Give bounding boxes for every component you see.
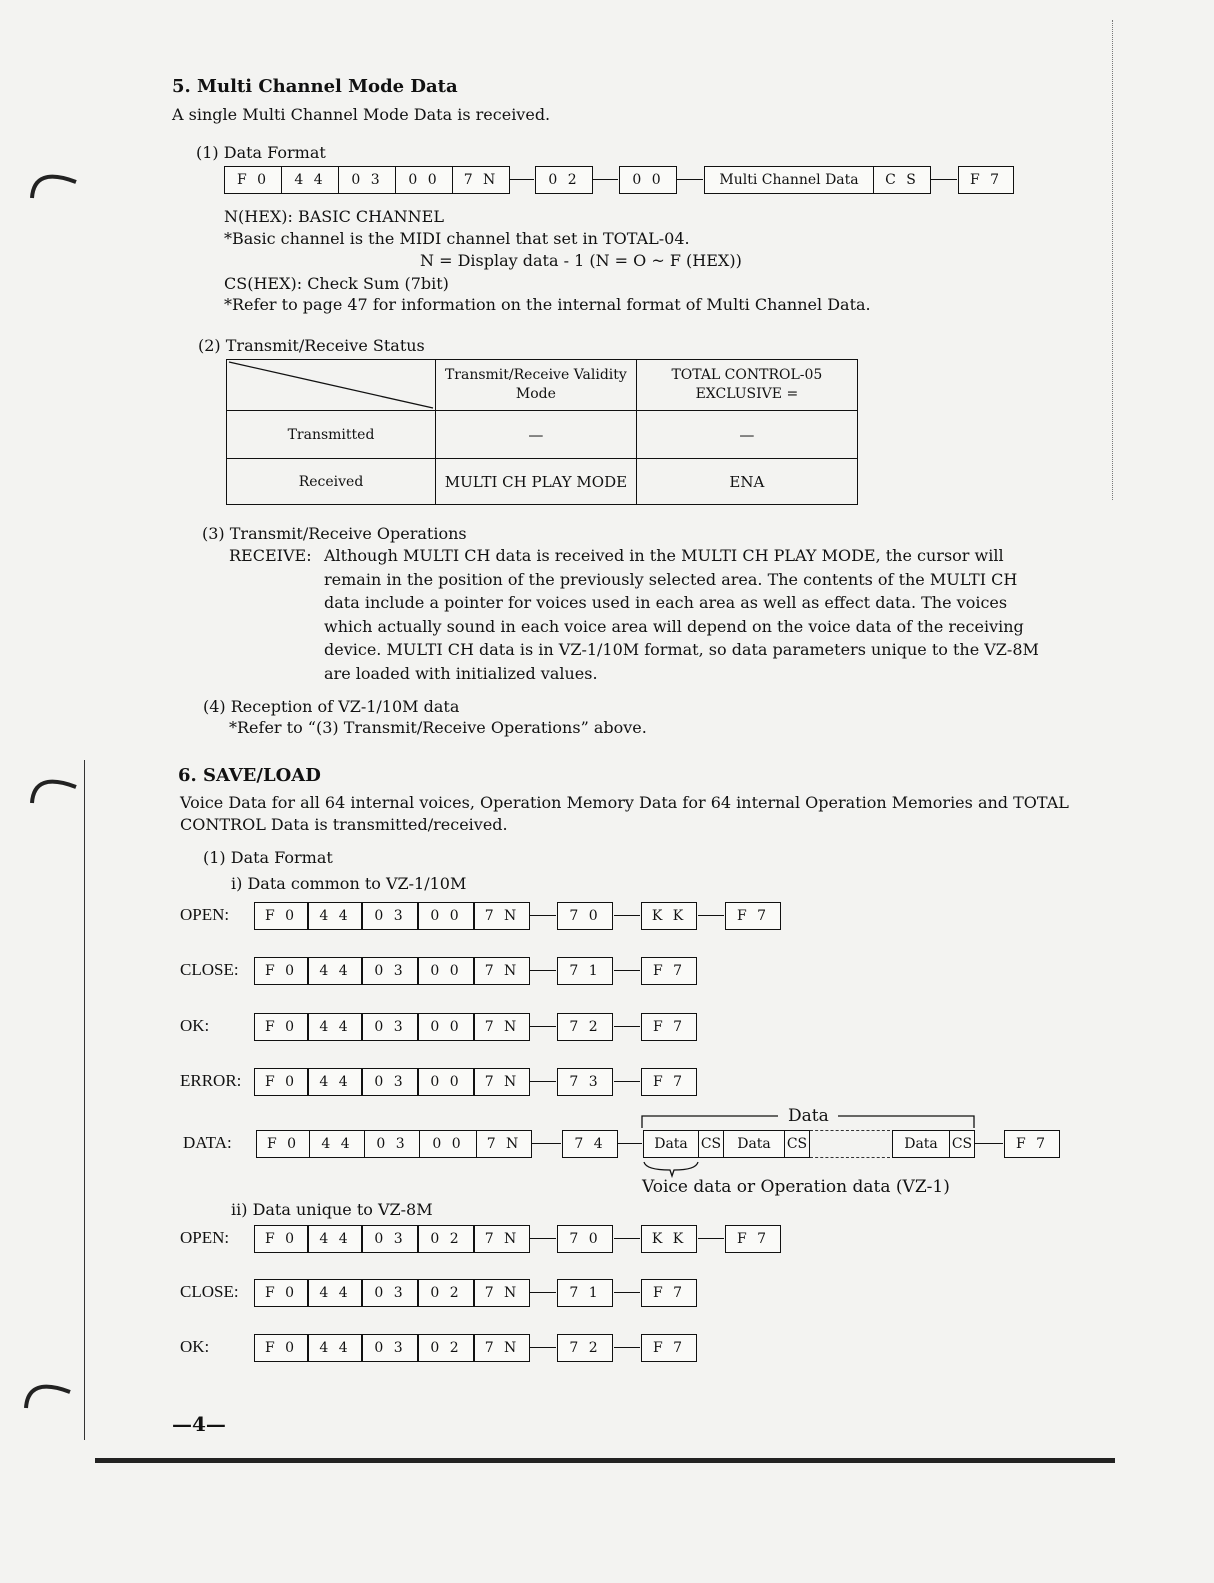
format-cell: 7 N: [452, 166, 510, 194]
binder-hole-mark: [30, 765, 80, 805]
table-cell: —: [636, 411, 857, 459]
section5-heading: 5. Multi Channel Mode Data: [172, 76, 458, 97]
status-table: [226, 359, 858, 505]
format-row-label: OK:: [180, 1016, 210, 1035]
format-cell: F 0: [254, 902, 308, 930]
section6-data-format-title: (1) Data Format: [203, 848, 333, 867]
format-cell: 0 2: [535, 166, 593, 194]
format-row: [254, 957, 814, 985]
section6-intro-line2: CONTROL Data is transmitted/received.: [180, 815, 508, 834]
format-cell: 0 2: [418, 1279, 474, 1307]
format-row-label: CLOSE:: [180, 1282, 239, 1301]
format-cell: 4 4: [308, 902, 362, 930]
multi-channel-format-row: [224, 166, 1024, 194]
page-number: —4—: [172, 1412, 226, 1436]
right-margin-line: [1112, 20, 1113, 500]
table-header-validity: Transmit/Receive Validity Mode: [436, 360, 637, 411]
format-row: [254, 1279, 814, 1307]
bottom-rule: [95, 1458, 1115, 1463]
format-cell: 4 4: [308, 1068, 362, 1096]
diagonal-line: [227, 360, 435, 410]
data-format-row: [256, 1130, 1066, 1158]
note-basic-channel-detail: *Basic channel is the MIDI channel that set in TOTAL-04.: [224, 229, 690, 248]
format-cell: 7 4: [562, 1130, 618, 1158]
checksum-cell: CS: [784, 1130, 810, 1158]
data-group-title: Data: [788, 1106, 829, 1126]
margin-line: [84, 760, 85, 1440]
data-brace-note: Voice data or Operation data (VZ-1): [642, 1177, 950, 1197]
format-cell: F 0: [254, 1334, 308, 1362]
section5-intro: A single Multi Channel Mode Data is received.: [172, 105, 551, 124]
format-cell: 7 N: [474, 957, 530, 985]
format-cell: F 0: [224, 166, 282, 194]
format-cell: 4 4: [308, 957, 362, 985]
format-row-label: OPEN:: [180, 905, 230, 924]
format-cell: 0 3: [362, 902, 418, 930]
data-row-label: DATA:: [183, 1133, 232, 1152]
format-row: [254, 1068, 814, 1096]
format-cell: F 7: [725, 1225, 781, 1253]
format-cell: 0 0: [419, 1130, 477, 1158]
format-cell: F 7: [641, 957, 697, 985]
section5-reception-note: *Refer to “(3) Transmit/Receive Operations” above.: [229, 718, 647, 737]
checksum-cell: C S: [873, 166, 931, 194]
format-cell: F 7: [641, 1334, 697, 1362]
data-cell: Data: [643, 1130, 699, 1158]
table-cell: ENA: [636, 459, 857, 505]
note-formula: N = Display data - 1 (N = O ~ F (HEX)): [420, 251, 742, 270]
format-cell: 7 N: [474, 1225, 530, 1253]
format-row: [254, 1225, 814, 1253]
format-cell: 7 N: [474, 1334, 530, 1362]
format-cell: 7 2: [557, 1334, 613, 1362]
format-cell: 7 0: [557, 902, 613, 930]
note-refer-page: *Refer to page 47 for information on the internal format of Multi Channel Data.: [224, 295, 871, 314]
format-cell: 7 1: [557, 957, 613, 985]
section5-status-title: (2) Transmit/Receive Status: [198, 336, 425, 355]
part-i-title: i) Data common to VZ-1/10M: [231, 874, 467, 893]
format-cell: 0 3: [362, 957, 418, 985]
note-checksum: CS(HEX): Check Sum (7bit): [224, 274, 449, 293]
format-cell: 0 0: [418, 902, 474, 930]
data-cell: Data: [723, 1130, 785, 1158]
table-row: [227, 459, 858, 505]
section6-heading: 6. SAVE/LOAD: [178, 765, 321, 786]
format-cell: 4 4: [308, 1334, 362, 1362]
format-cell: 0 3: [364, 1130, 420, 1158]
format-row-label: ERROR:: [180, 1071, 242, 1090]
format-cell: 0 0: [395, 166, 453, 194]
format-cell: F 7: [725, 902, 781, 930]
format-cell: 4 4: [308, 1225, 362, 1253]
format-cell: 0 3: [362, 1013, 418, 1041]
format-cell: F 7: [641, 1279, 697, 1307]
format-cell: 4 4: [309, 1130, 365, 1158]
format-cell: 7 N: [474, 1068, 530, 1096]
format-cell: F 0: [256, 1130, 310, 1158]
format-cell: 0 2: [418, 1225, 474, 1253]
format-cell: K K: [641, 902, 697, 930]
section6-intro-line1: Voice Data for all 64 internal voices, Operation Memory Data for 64 internal Operation Memories and TOTAL: [180, 793, 1069, 812]
format-cell: F 7: [1004, 1130, 1060, 1158]
format-cell: 7 2: [557, 1013, 613, 1041]
format-cell: F 7: [958, 166, 1014, 194]
format-cell: 7 N: [474, 1013, 530, 1041]
format-cell: 7 N: [474, 902, 530, 930]
format-row: [254, 902, 814, 930]
table-cell: —: [436, 411, 637, 459]
format-cell: 0 0: [418, 1013, 474, 1041]
format-cell: 0 3: [338, 166, 396, 194]
section5-reception-title: (4) Reception of VZ-1/10M data: [203, 697, 460, 716]
format-cell: F 0: [254, 1013, 308, 1041]
checksum-cell: CS: [698, 1130, 724, 1158]
format-cell: 0 0: [619, 166, 677, 194]
table-row-label: Received: [227, 459, 436, 505]
format-row-label: CLOSE:: [180, 960, 239, 979]
format-row-label: OPEN:: [180, 1228, 230, 1247]
table-row-label: Transmitted: [227, 411, 436, 459]
format-cell: 0 3: [362, 1068, 418, 1096]
format-cell: 7 3: [557, 1068, 613, 1096]
format-row-label: OK:: [180, 1337, 210, 1356]
format-cell: 0 0: [418, 1068, 474, 1096]
format-cell: 7 1: [557, 1279, 613, 1307]
table-cell: MULTI CH PLAY MODE: [436, 459, 637, 505]
format-cell: F 7: [641, 1068, 697, 1096]
section5-operations-title: (3) Transmit/Receive Operations: [202, 524, 467, 543]
binder-hole-mark: [24, 1370, 74, 1410]
format-cell: 0 3: [362, 1279, 418, 1307]
format-cell: K K: [641, 1225, 697, 1253]
table-header-total-control: TOTAL CONTROL-05 EXCLUSIVE =: [636, 360, 857, 411]
table-corner-cell: [227, 360, 436, 411]
format-cell: 0 0: [418, 957, 474, 985]
format-row: [254, 1013, 814, 1041]
format-cell: F 0: [254, 1225, 308, 1253]
format-cell: 7 N: [476, 1130, 532, 1158]
format-cell: F 0: [254, 957, 308, 985]
format-cell: 4 4: [308, 1013, 362, 1041]
format-cell: F 0: [254, 1068, 308, 1096]
format-cell: 7 0: [557, 1225, 613, 1253]
part-ii-title: ii) Data unique to VZ-8M: [231, 1200, 433, 1219]
format-cell: 0 3: [362, 1225, 418, 1253]
format-cell: F 0: [254, 1279, 308, 1307]
data-cell: Data: [892, 1130, 950, 1158]
format-cell: 4 4: [308, 1279, 362, 1307]
format-cell: 4 4: [281, 166, 339, 194]
format-cell: 0 3: [362, 1334, 418, 1362]
format-cell: F 7: [641, 1013, 697, 1041]
receive-label: RECEIVE:: [229, 546, 312, 565]
table-row: [227, 411, 858, 459]
binder-hole-mark: [30, 160, 80, 200]
format-cell: 0 2: [418, 1334, 474, 1362]
note-basic-channel: N(HEX): BASIC CHANNEL: [224, 207, 444, 226]
multi-channel-data-cell: Multi Channel Data: [704, 166, 874, 194]
format-row: [254, 1334, 814, 1362]
checksum-cell: CS: [949, 1130, 975, 1158]
format-cell: 7 N: [474, 1279, 530, 1307]
receive-text: Although MULTI CH data is received in the MULTI CH PLAY MODE, the cursor will remain in the position of the previously selected area. The contents of the MULTI CH data include a pointer for voices used in each area as well as effect data. The voices which actually sound in each voice area will depend on the voice data of the receiving device. MULTI CH data is in VZ-1/10M format, so data parameters unique to the VZ-8M are loaded with initialized values.: [324, 546, 1039, 683]
section5-data-format-title: (1) Data Format: [196, 143, 326, 162]
